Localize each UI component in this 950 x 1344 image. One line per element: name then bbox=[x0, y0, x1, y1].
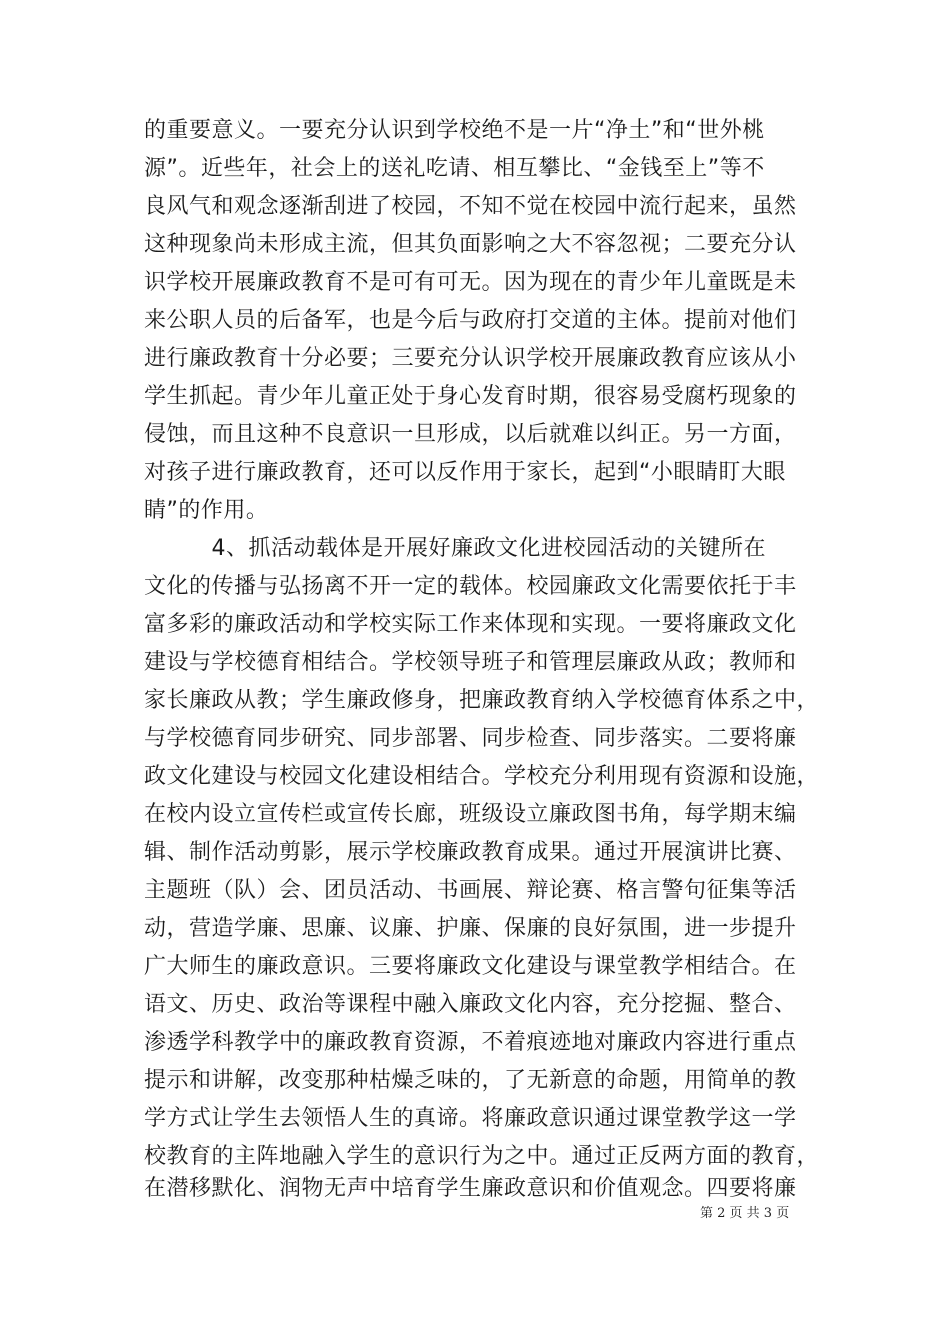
body-text-line: 文化的传播与弘扬离不开一定的载体。校园廉政文化需要依托于丰 bbox=[144, 574, 797, 599]
body-text-line: 来公职人员的后备军，也是今后与政府打交道的主体。提前对他们 bbox=[144, 308, 797, 333]
body-text-line: 与学校德育同步研究、同步部署、同步检查、同步落实。二要将廉 bbox=[144, 726, 797, 751]
body-text-line: 家长廉政从教；学生廉政修身，把廉政教育纳入学校德育体系之中， bbox=[144, 688, 820, 713]
body-text-line: 侵蚀，而且这种不良意识一旦形成，以后就难以纠正。另一方面， bbox=[144, 422, 797, 447]
body-text-line: 语文、历史、政治等课程中融入廉政文化内容，充分挖掘、整合、 bbox=[144, 992, 797, 1017]
body-text-line: 良风气和观念逐渐刮进了校园，不知不觉在校园中流行起来，虽然 bbox=[144, 194, 797, 219]
body-text-line: 进行廉政教育十分必要；三要充分认识学校开展廉政教育应该从小 bbox=[144, 346, 797, 371]
body-text-line: 的重要意义。一要充分认识到学校绝不是一片“净土”和“世外桃 bbox=[144, 118, 765, 143]
body-text-line: 富多彩的廉政活动和学校实际工作来体现和实现。一要将廉政文化 bbox=[144, 612, 797, 637]
body-text-line: 渗透学科教学中的廉政教育资源，不着痕迹地对廉政内容进行重点 bbox=[144, 1030, 797, 1055]
body-text-line: 学方式让学生去领悟人生的真谛。将廉政意识通过课堂教学这一学 bbox=[144, 1106, 797, 1131]
body-text-line: 在潜移默化、润物无声中培育学生廉政意识和价值观念。四要将廉 bbox=[144, 1176, 797, 1201]
body-text-line: 建设与学校德育相结合。学校领导班子和管理层廉政从政；教师和 bbox=[144, 650, 797, 675]
body-text-line: 提示和讲解，改变那种枯燥乏味的，了无新意的命题，用简单的教 bbox=[144, 1068, 797, 1093]
page-number: 第 2 页 共 3 页 bbox=[700, 1206, 790, 1221]
section-heading-line: 4、抓活动载体是开展好廉政文化进校园活动的关键所在 bbox=[144, 536, 766, 561]
body-text-line: 这种现象尚未形成主流，但其负面影响之大不容忽视；二要充分认 bbox=[144, 232, 797, 257]
body-text-line: 识学校开展廉政教育不是可有可无。因为现在的青少年儿童既是未 bbox=[144, 270, 797, 295]
body-text-line: 政文化建设与校园文化建设相结合。学校充分利用现有资源和设施， bbox=[144, 764, 820, 789]
body-text-line: 主题班（队）会、团员活动、书画展、辩论赛、格言警句征集等活 bbox=[144, 878, 797, 903]
body-text-line: 睛”的作用。 bbox=[144, 498, 269, 523]
body-text-line: 源”。近些年，社会上的送礼吃请、相互攀比、“金钱至上”等不 bbox=[144, 156, 765, 181]
body-text-line: 在校内设立宣传栏或宣传长廊，班级设立廉政图书角，每学期末编 bbox=[144, 802, 797, 827]
body-text-line: 校教育的主阵地融入学生的意识行为之中。通过正反两方面的教育， bbox=[144, 1144, 820, 1169]
body-text-line: 辑、制作活动剪影，展示学校廉政教育成果。通过开展演讲比赛、 bbox=[144, 840, 797, 865]
body-text-line: 广大师生的廉政意识。三要将廉政文化建设与课堂教学相结合。在 bbox=[144, 954, 797, 979]
body-text-line: 学生抓起。青少年儿童正处于身心发育时期，很容易受腐朽现象的 bbox=[144, 384, 797, 409]
body-text-line: 对孩子进行廉政教育，还可以反作用于家长，起到“小眼睛盯大眼 bbox=[144, 460, 786, 485]
body-text-line: 动，营造学廉、思廉、议廉、护廉、保廉的良好氛围，进一步提升 bbox=[144, 916, 797, 941]
